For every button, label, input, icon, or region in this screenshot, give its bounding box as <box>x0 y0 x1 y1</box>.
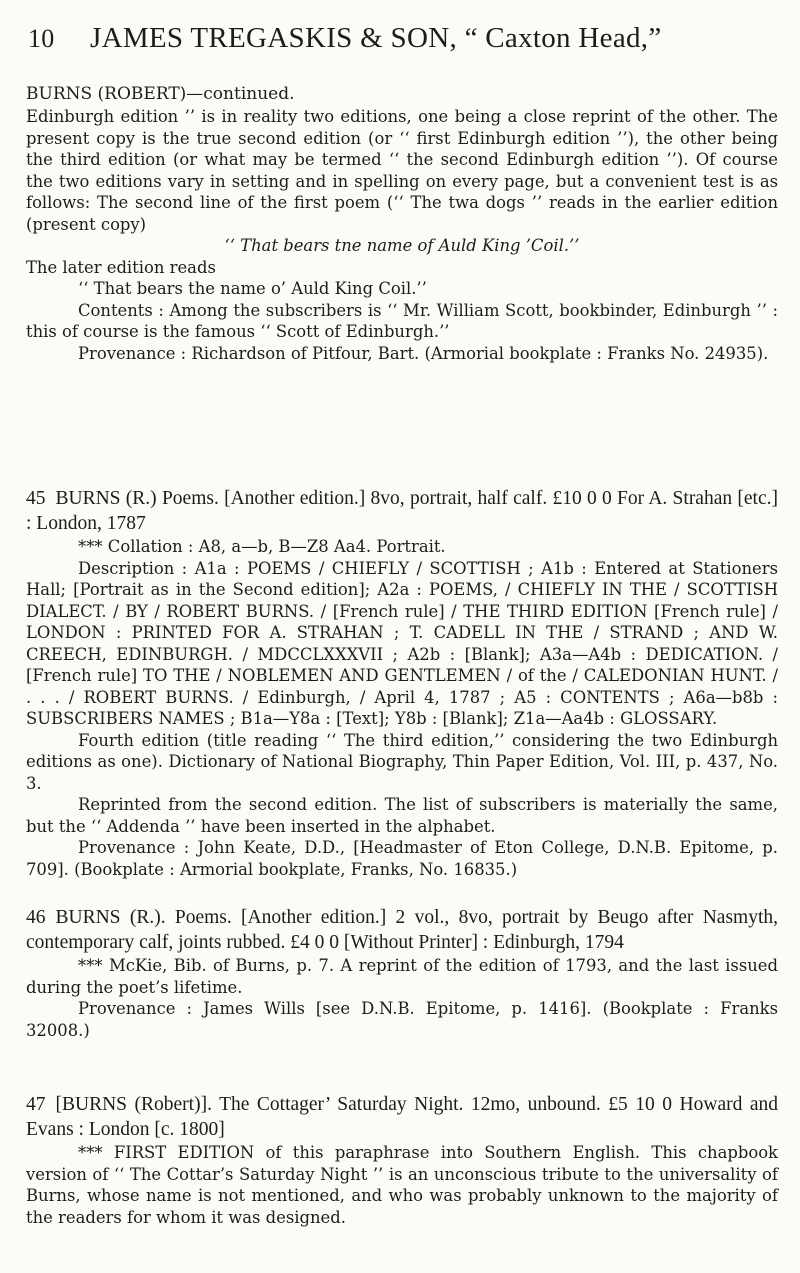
entry-45 <box>26 486 778 880</box>
provenance-note: Provenance : John Keate, D.D., [Headmaster of Eton College, D.N.B. Epitome, p. 709]. (Bookplate : Armorial bookplate, Franks, No. 16835.) <box>26 838 778 879</box>
description-note: Description : A1a : POEMS / CHIEFLY / SCOTTISH ; A1b : Entered at Stationers Hall; [Portrait as in the Second edition]; A2a : POEMS, / CHIEFLY IN THE / SCOTTISH DIALECT. / BY / ROBERT BURNS. / [French rule] / THE THIRD EDITION [French rule] / LONDON : PRINTED FOR A. STRAHAN ; T. CADELL IN THE / STRAND ; AND W. CREECH, EDINBURGH. / MDCCLXXXVII ; A2b : [Blank]; A3a—A4b : DEDICATION. / [French rule] TO THE / NOBLEMEN AND GENTLEMEN / of the / CALEDONIAN HUNT. / . . . / ROBERT BURNS. / Edinburgh, / April 4, 1787 ; A5 : CONTENTS ; A6a—b8b : SUBSCRIBERS NAMES ; B1a—Y8a : [Text]; Y8b : [Blank]; Z1a—Aa4b : GLOSSARY. <box>26 558 778 728</box>
paragraph: Reprinted from the second edition. The list of subscribers is materially the same, but the ‘‘ Addenda ’’ have been inserted in the alphabet. <box>26 795 778 836</box>
quote-line: ‘‘ That bears the name o’ Auld King Coil.’’ <box>78 279 427 298</box>
entry-title: [BURNS (Robert)]. The Cottager’ Saturday Night. 12mo, unbound. £5 10 0 Howard and Evans : London [c. 1800] <box>26 1094 778 1140</box>
entry-title: BURNS (R.). Poems. [Another edition.] 2 vol., 8vo, portrait by Beugo after Nasmyth, contemporary calf, joints rubbed. £4 0 0 [Without Printer] : Edinburgh, 1794 <box>26 907 778 953</box>
bibliographic-note: *** McKie, Bib. of Burns, p. 7. A reprint of the edition of 1793, and the last issued during the poet’s lifetime. <box>26 956 778 997</box>
entry-number: 45 <box>26 488 46 509</box>
entry-heading <box>26 1092 778 1142</box>
page-header <box>28 22 780 62</box>
paragraph: Fourth edition (title reading ‘‘ The third edition,’’ considering the two Edinburgh editions as one). Dictionary of National Biography, Thin Paper Edition, Vol. III, p. 437, No. 3. <box>26 730 778 793</box>
quote-line: ‘‘ That bears tne name of Auld King ’Coil.’’ <box>224 236 580 255</box>
entry-46 <box>26 905 778 1041</box>
entry-47 <box>26 1092 778 1228</box>
paragraph: Edinburgh edition ’’ is in reality two editions, one being a close reprint of the other. The present copy is the true second edition (or ‘‘ first Edinburgh edition ’’), the other being the third edition (or what may be termed ‘‘ the second Edinburgh edition ’’). Of course the two editions vary in setting and in spelling on every page, but a convenient test is as follows: The second line of the first poem (‘‘ The twa dogs ’’ reads in the earlier edition (present copy) <box>26 107 778 234</box>
entry-number: 47 <box>26 1094 46 1115</box>
entry-number: 46 <box>26 907 46 928</box>
page-number: 10 <box>28 24 55 53</box>
entry-heading <box>26 905 778 955</box>
contents-note: Contents : Among the subscribers is ‘‘ Mr. William Scott, bookbinder, Edinburgh ’’ : this of course is the famous ‘‘ Scott of Edinburgh.’’ <box>26 300 778 341</box>
entry-heading <box>26 486 778 536</box>
running-head: BURNS (ROBERT)—continued. <box>26 84 295 104</box>
provenance-note: Provenance : James Wills [see D.N.B. Epitome, p. 1416]. (Bookplate : Franks 32008.) <box>26 999 778 1040</box>
bibliographic-note: *** FIRST EDITION of this paraphrase into Southern English. This chapbook version of ‘‘ The Cottar’s Saturday Night ’’ is an unconscious tribute to the universality of Burns, whose name is not mentioned, and who was probably unknown to the majority of the readers for whom it was designed. <box>26 1143 778 1227</box>
collation-note: *** Collation : A8, a—b, B—Z8 Aa4. Portrait. <box>78 537 446 556</box>
paragraph: The later edition reads <box>26 257 216 277</box>
entry-44-continuation <box>26 106 778 364</box>
provenance-note: Provenance : Richardson of Pitfour, Bart. (Armorial bookplate : Franks No. 24935). <box>78 343 769 363</box>
page-title: JAMES TREGASKIS & SON, “ Caxton Head,” <box>90 22 662 54</box>
entry-title: BURNS (R.) Poems. [Another edition.] 8vo, portrait, half calf. £10 0 0 For A. Strahan [etc.] : London, 1787 <box>26 488 778 534</box>
